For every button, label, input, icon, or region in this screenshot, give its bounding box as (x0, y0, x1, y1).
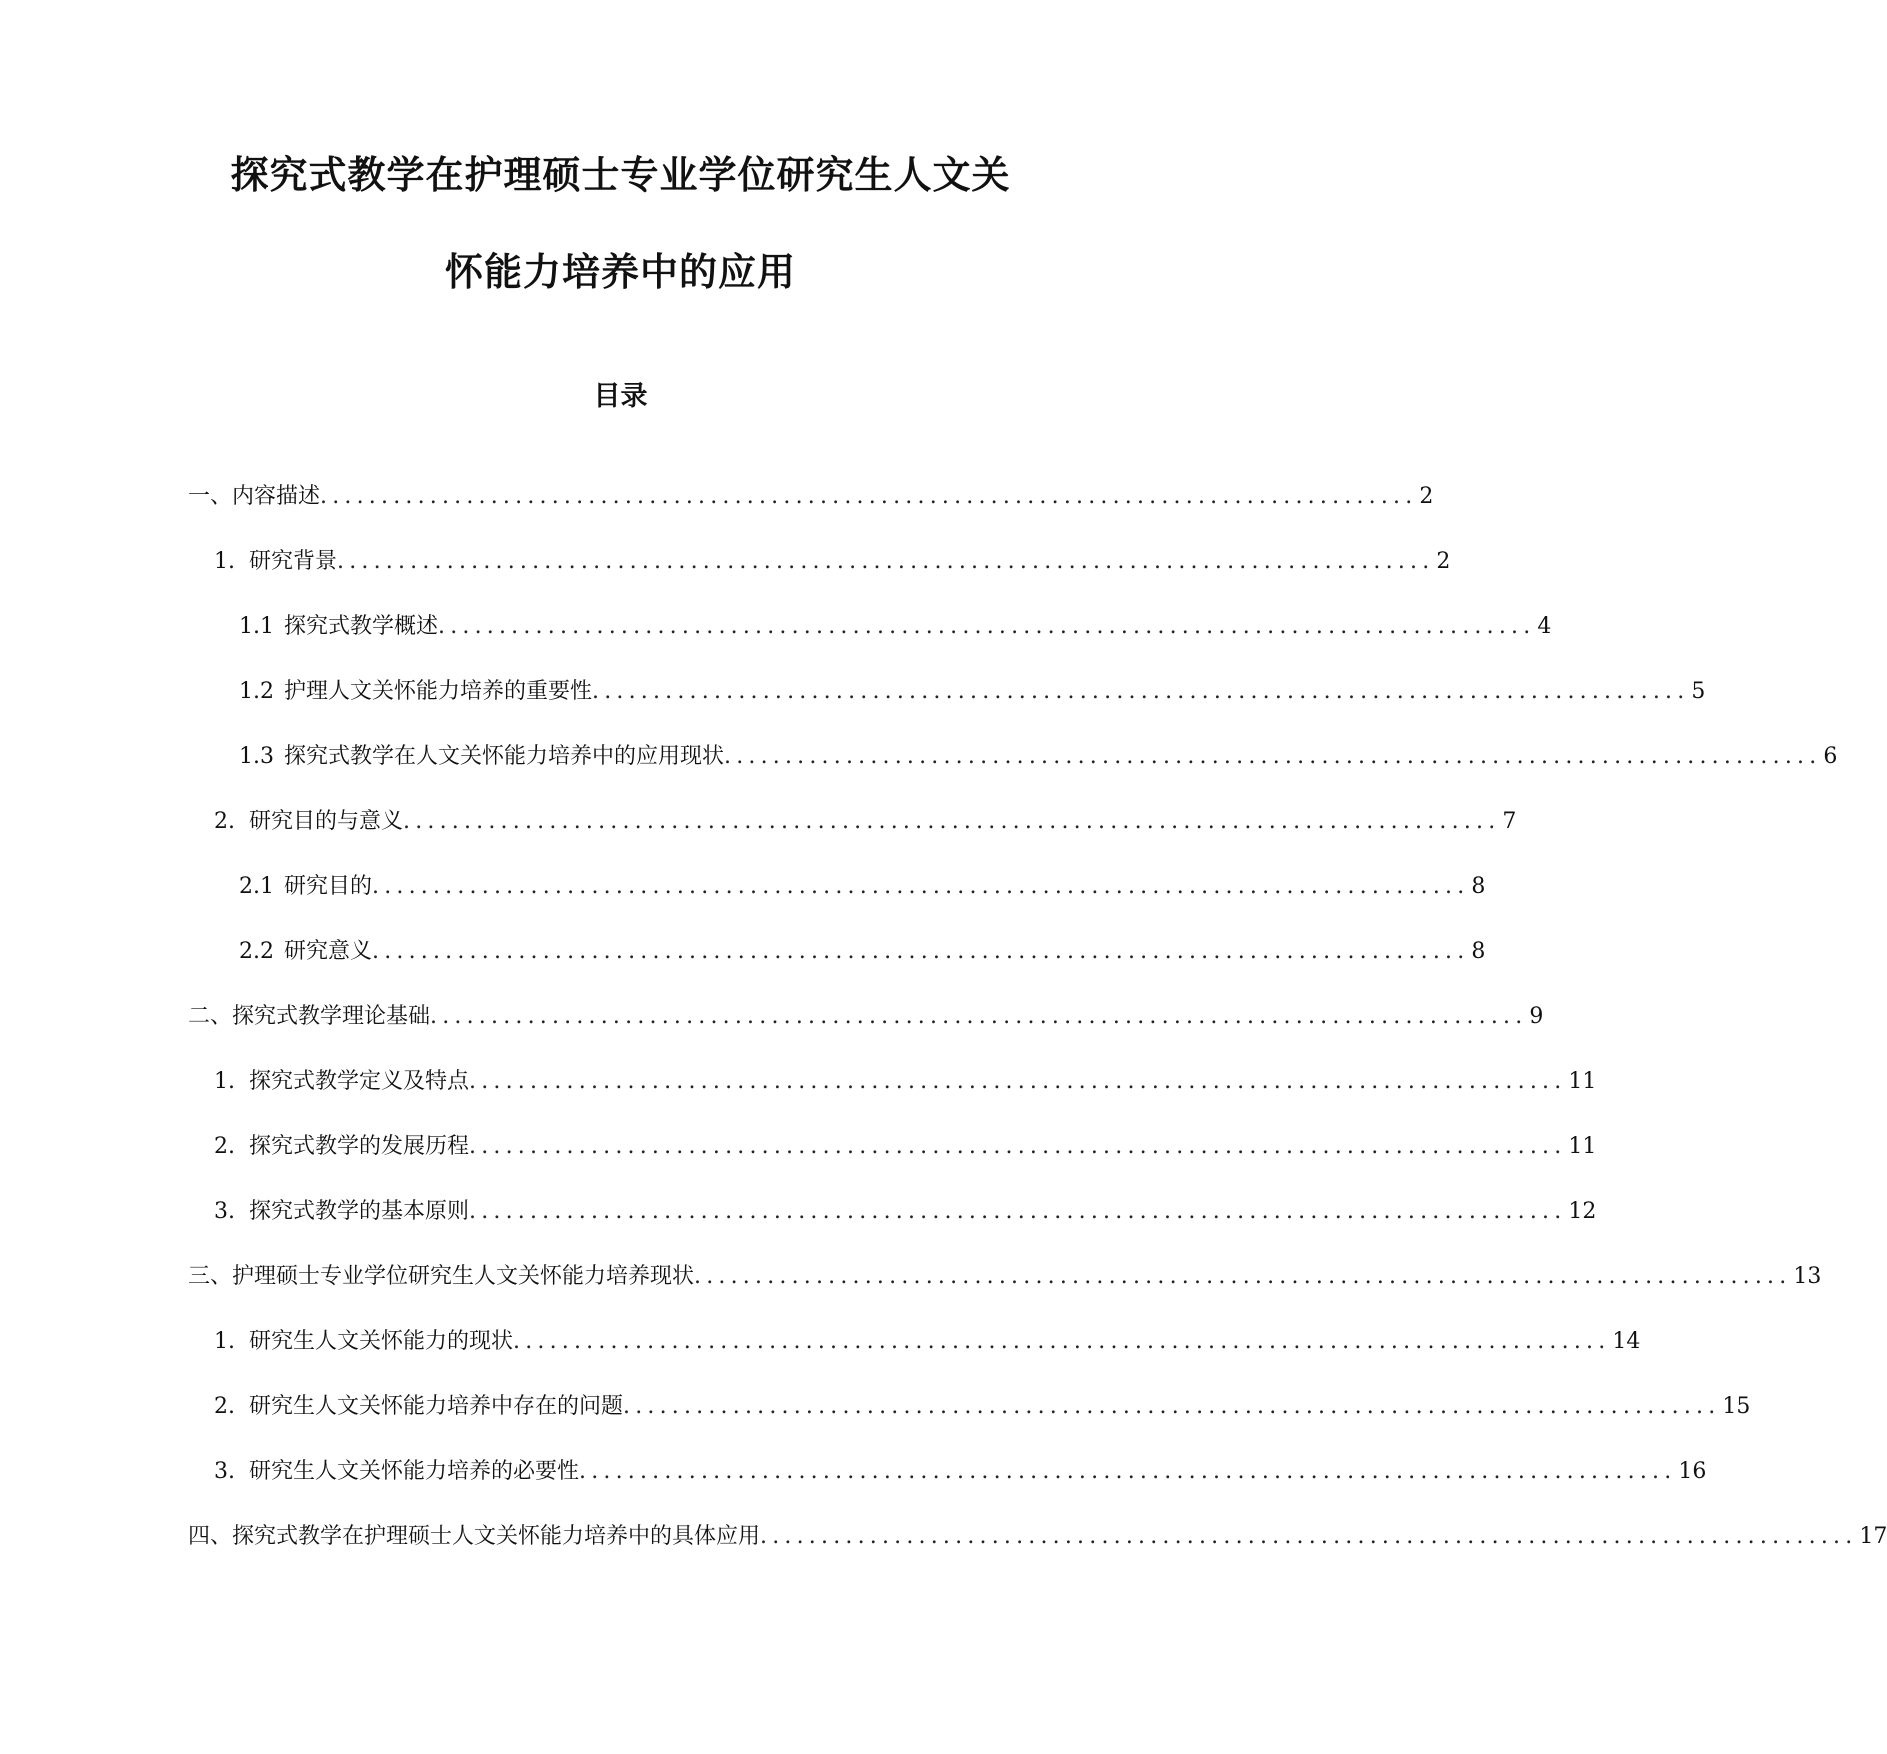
toc-entry-label: 探究式教学在护理硕士人文关怀能力培养中的具体应用 (232, 1524, 761, 1549)
toc-dot-leader: .......................................................................................... (438, 614, 1536, 639)
toc-entry-label: 护理硕士专业学位研究生人文关怀能力培养现状 (232, 1264, 695, 1289)
toc-entry-label: 内容描述 (232, 484, 321, 509)
toc-entry[interactable] (188, 547, 1451, 612)
toc-entry-label: 探究式教学的发展历程 (249, 1134, 470, 1159)
toc-entry[interactable] (188, 1197, 1597, 1262)
toc-page-number: 17 (1859, 1524, 1887, 1549)
toc-entry-number: 1. (214, 1329, 235, 1354)
toc-entry-number: 1. (214, 549, 235, 574)
toc-dot-leader: .......................................................................................... (337, 549, 1435, 574)
toc-page-number: 8 (1471, 874, 1486, 899)
toc-page-number: 14 (1612, 1329, 1641, 1354)
toc-entry-number: 二、 (188, 1004, 233, 1029)
toc-entry-label: 护理人文关怀能力培养的重要性 (284, 679, 593, 704)
toc-dot-leader: .......................................................................................... (694, 1264, 1792, 1289)
toc-entry-number: 2.2 (239, 939, 274, 964)
toc-page-number: 9 (1529, 1004, 1544, 1029)
toc-dot-leader: .......................................................................................... (430, 1004, 1528, 1029)
toc-entry[interactable] (188, 1457, 1707, 1522)
document-title-line-2: 怀能力培养中的应用 (444, 250, 796, 294)
toc-entry[interactable] (188, 742, 1838, 807)
toc-page-number: 2 (1419, 484, 1434, 509)
toc-entry-label: 研究目的 (284, 874, 373, 899)
toc-entry[interactable] (188, 807, 1517, 872)
toc-entry[interactable] (188, 1327, 1641, 1392)
toc-entry-label: 研究背景 (249, 549, 338, 574)
toc-entry[interactable] (188, 1522, 1887, 1587)
toc-entry[interactable] (188, 872, 1486, 937)
toc-entry-label: 探究式教学概述 (284, 614, 439, 639)
toc-dot-leader: .......................................................................................... (403, 809, 1501, 834)
toc-page-number: 11 (1568, 1069, 1597, 1094)
toc-entry-number: 2.1 (239, 874, 274, 899)
toc-entry-label: 研究生人文关怀能力培养的必要性 (249, 1459, 580, 1484)
toc-entry-number: 2. (214, 1394, 235, 1419)
toc-entry-number: 四、 (188, 1524, 233, 1549)
toc-page-number: 2 (1436, 549, 1451, 574)
toc-dot-leader: .......................................................................................... (513, 1329, 1611, 1354)
toc-entry-number: 3. (214, 1459, 235, 1484)
toc-page-number: 8 (1471, 939, 1486, 964)
toc-entry[interactable] (188, 677, 1706, 742)
toc-entry-label: 研究意义 (284, 939, 373, 964)
toc-page-number: 16 (1678, 1459, 1707, 1484)
toc-page-number: 12 (1568, 1199, 1597, 1224)
toc-entry[interactable] (188, 937, 1486, 1002)
toc-page-number: 11 (1568, 1134, 1597, 1159)
toc-entry-number: 一、 (188, 484, 233, 509)
toc-entry[interactable] (188, 1262, 1822, 1327)
toc-entry-number: 3. (214, 1199, 235, 1224)
toc-entry-label: 探究式教学定义及特点 (249, 1069, 470, 1094)
toc-heading: 目录 (593, 381, 648, 412)
toc-entry-number: 1.1 (239, 614, 274, 639)
toc-dot-leader: .......................................................................................... (592, 679, 1690, 704)
table-of-contents (188, 482, 1887, 1587)
toc-page-number: 7 (1502, 809, 1517, 834)
toc-entry-label: 探究式教学的基本原则 (249, 1199, 470, 1224)
toc-entry[interactable] (188, 1002, 1544, 1067)
toc-entry-number: 1.2 (239, 679, 274, 704)
toc-entry-number: 1. (214, 1069, 235, 1094)
toc-entry-label: 研究生人文关怀能力的现状 (249, 1329, 514, 1354)
toc-entry-label: 探究式教学理论基础 (232, 1004, 431, 1029)
toc-dot-leader: .......................................................................................... (469, 1134, 1567, 1159)
toc-dot-leader: .......................................................................................... (372, 939, 1470, 964)
toc-entry-label: 研究生人文关怀能力培养中存在的问题 (249, 1394, 624, 1419)
toc-page-number: 15 (1722, 1394, 1751, 1419)
toc-dot-leader: .......................................................................................... (724, 744, 1822, 769)
toc-entry-number: 2. (214, 809, 235, 834)
toc-entry-label: 研究目的与意义 (249, 809, 404, 834)
document-title-line-1: 探究式教学在护理硕士专业学位研究生人文关 (230, 153, 1011, 197)
toc-entry[interactable] (188, 612, 1552, 677)
toc-dot-leader: .......................................................................................... (469, 1199, 1567, 1224)
toc-entry[interactable] (188, 1132, 1597, 1197)
toc-entry-number: 2. (214, 1134, 235, 1159)
toc-entry-number: 1.3 (239, 744, 274, 769)
toc-dot-leader: .......................................................................................... (760, 1524, 1858, 1549)
toc-entry[interactable] (188, 1067, 1597, 1132)
toc-dot-leader: .......................................................................................... (372, 874, 1470, 899)
toc-page-number: 5 (1691, 679, 1706, 704)
toc-page-number: 13 (1793, 1264, 1822, 1289)
toc-dot-leader: .......................................................................................... (579, 1459, 1677, 1484)
toc-dot-leader: .......................................................................................... (469, 1069, 1567, 1094)
toc-entry[interactable] (188, 482, 1434, 547)
toc-dot-leader: .......................................................................................... (623, 1394, 1721, 1419)
toc-page-number: 4 (1537, 614, 1552, 639)
toc-dot-leader: .......................................................................................... (320, 484, 1418, 509)
toc-entry[interactable] (188, 1392, 1751, 1457)
toc-entry-number: 三、 (188, 1264, 233, 1289)
toc-page-number: 6 (1823, 744, 1838, 769)
toc-entry-label: 探究式教学在人文关怀能力培养中的应用现状 (284, 744, 725, 769)
